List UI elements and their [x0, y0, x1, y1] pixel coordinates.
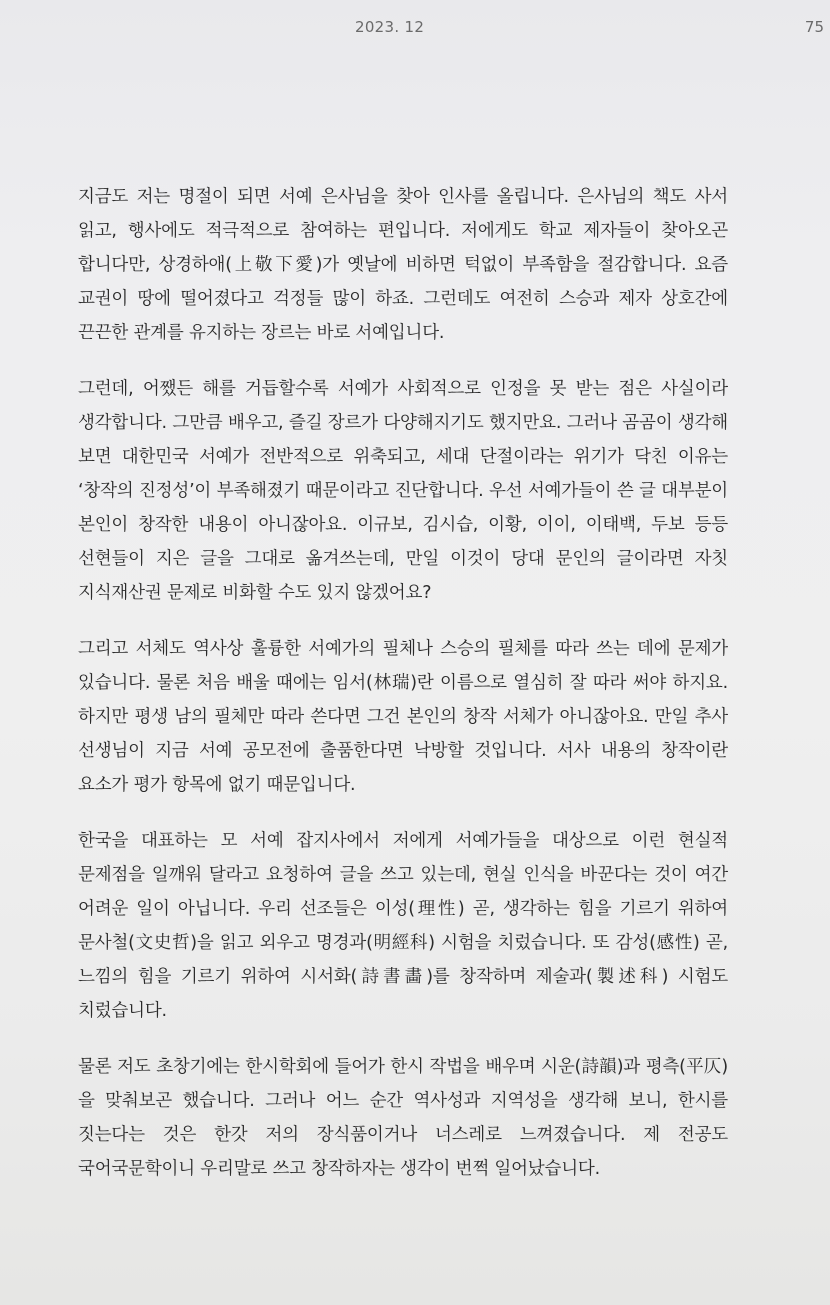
issue-date: 2023. 12 [355, 18, 425, 36]
paragraph-5: 물론 저도 초창기에는 한시학회에 들어가 한시 작법을 배우며 시운(詩韻)과 평측(平仄)을 맞춰보곤 했습니다. 그러나 어느 순간 역사성과 지역성을 생각해 보니, 한시를 짓는다는 것은 한갓 저의 장식품이거나 너스레로 느껴졌습니다. 제 전공도 국어국문학이니 우리말로 쓰고 창작하자는 생각이 번쩍 일어났습니다. [78, 1057, 728, 1179]
page-header [0, 18, 830, 42]
paragraph-2: 그런데, 어쨌든 해를 거듭할수록 서예가 사회적으로 인정을 못 받는 점은 사실이라 생각합니다. 그만큼 배우고, 즐길 장르가 다양해지기도 했지만요. 그러나 곰곰이 생각해 보면 대한민국 서예가 전반적으로 위축되고, 세대 단절이라는 위기가 닥친 이유는 ‘창작의 진정성’이 부족해졌기 때문이라고 진단합니다. 우선 서예가들이 쓴 글 대부분이 본인이 창작한 내용이 아니잖아요. 이규보, 김시습, 이황, 이이, 이태백, 두보 등등 선현들이 지은 글을 그대로 옮겨쓰는데, 만일 이것이 당대 문인의 글이라면 자칫 지식재산권 문제로 비화할 수도 있지 않겠어요? [78, 379, 728, 603]
article-body [78, 180, 728, 1208]
paragraph-1: 지금도 저는 명절이 되면 서예 은사님을 찾아 인사를 올립니다. 은사님의 책도 사서 읽고, 행사에도 적극적으로 참여하는 편입니다. 저에게도 학교 제자들이 찾아오곤 합니다만, 상경하애(上敬下愛)가 옛날에 비하면 턱없이 부족함을 절감합니다. 요즘 교권이 땅에 떨어졌다고 걱정들 많이 하죠. 그런데도 여전히 스승과 제자 상호간에 끈끈한 관계를 유지하는 장르는 바로 서예입니다. [78, 187, 728, 343]
page-number: 75 [804, 18, 824, 36]
paragraph-4: 한국을 대표하는 모 서예 잡지사에서 저에게 서예가들을 대상으로 이런 현실적 문제점을 일깨워 달라고 요청하여 글을 쓰고 있는데, 현실 인식을 바꾼다는 것이 여간 어려운 일이 아닙니다. 우리 선조들은 이성(理性) 곧, 생각하는 힘을 기르기 위하여 문사철(文史哲)을 읽고 외우고 명경과(明經科) 시험을 치렀습니다. 또 감성(感性) 곧, 느낌의 힘을 기르기 위하여 시서화(詩書畵)를 창작하며 제술과(製述科) 시험도 치렀습니다. [78, 831, 728, 1021]
paragraph-3: 그리고 서체도 역사상 훌륭한 서예가의 필체나 스승의 필체를 따라 쓰는 데에 문제가 있습니다. 물론 처음 배울 때에는 임서(林瑞)란 이름으로 열심히 잘 따라 써야 하지요. 하지만 평생 남의 필체만 따라 쓴다면 그건 본인의 창작 서체가 아니잖아요. 만일 추사 선생님이 지금 서예 공모전에 출품한다면 낙방할 것입니다. 서사 내용의 창작이란 요소가 평가 항목에 없기 때문입니다. [78, 639, 728, 795]
